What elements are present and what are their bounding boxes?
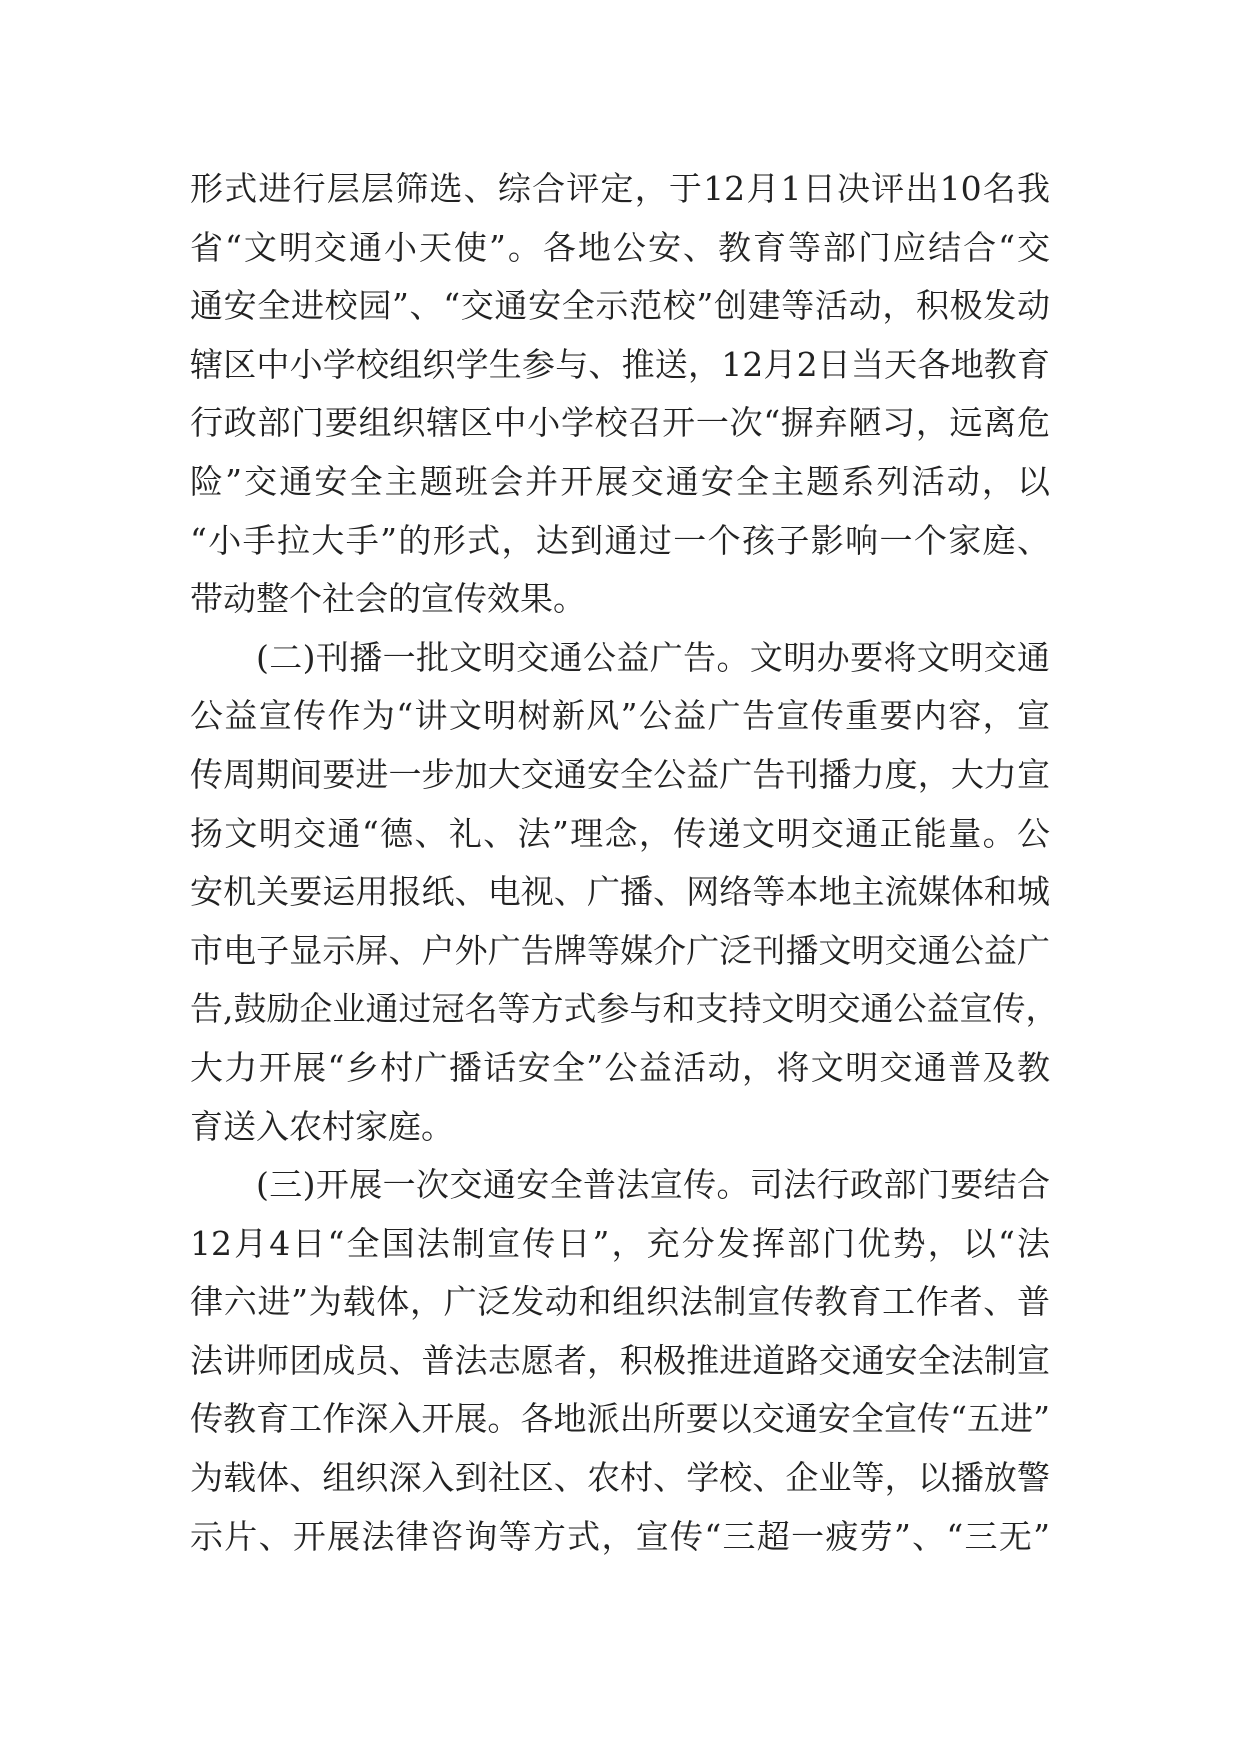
text-line: 辖区中小学校组织学生参与、推送，12月2日当天各地教育 [190,344,1050,384]
text-line: 法讲师团成员、普法志愿者，积极推进道路交通安全法制宣 [190,1340,1050,1380]
text-line: 公益宣传作为“讲文明树新风”公益广告宣传重要内容，宣 [190,696,1050,736]
text-line: 险”交通安全主题班会并开展交通安全主题系列活动，以 [190,461,1050,501]
text-line: 12月4日“全国法制宣传日”，充分发挥部门优势，以“法 [190,1223,1050,1263]
text-line: 安机关要运用报纸、电视、广播、网络等本地主流媒体和城 [190,872,1050,912]
text-line: 大力开展“乡村广播话安全”公益活动，将文明交通普及教 [190,1047,1050,1087]
text-line: 行政部门要组织辖区中小学校召开一次“摒弃陋习，远离危 [190,403,1050,443]
text-line: 示片、开展法律咨询等方式，宣传“三超一疲劳”、“三无” [190,1516,1050,1556]
text-line: 扬文明交通“德、礼、法”理念，传递文明交通正能量。公 [190,813,1050,853]
text-line: 为载体、组织深入到社区、农村、学校、企业等，以播放警 [190,1458,1050,1498]
text-line: 带动整个社会的宣传效果。 [190,579,586,619]
text-line: 省“文明交通小天使”。各地公安、教育等部门应结合“交 [190,227,1050,267]
body-text [190,160,1059,1566]
text-line: 育送入农村家庭。 [190,1106,454,1146]
section-heading-line: (三)开展一次交通安全普法宣传。司法行政部门要结合 [256,1165,1050,1205]
text-line: 通安全进校园”、“交通安全示范校”创建等活动，积极发动 [190,286,1050,326]
text-line: 传周期间要进一步加大交通安全公益广告刊播力度，大力宣 [190,754,1050,794]
text-line: 律六进”为载体，广泛发动和组织法制宣传教育工作者、普 [190,1282,1050,1322]
text-line: 市电子显示屏、户外广告牌等媒介广泛刊播文明交通公益广 [190,930,1050,970]
text-line: 形式进行层层筛选、综合评定，于12月1日决评出10名我 [190,169,1050,208]
text-line: “小手拉大手”的形式，达到通过一个孩子影响一个家庭、 [190,520,1050,560]
text-line: 告,鼓励企业通过冠名等方式参与和支持文明交通公益宣传， [190,989,1059,1029]
text-line: 传教育工作深入开展。各地派出所要以交通安全宣传“五进” [190,1399,1050,1439]
section-heading-line: (二)刊播一批文明交通公益广告。文明办要将文明交通 [256,637,1050,677]
